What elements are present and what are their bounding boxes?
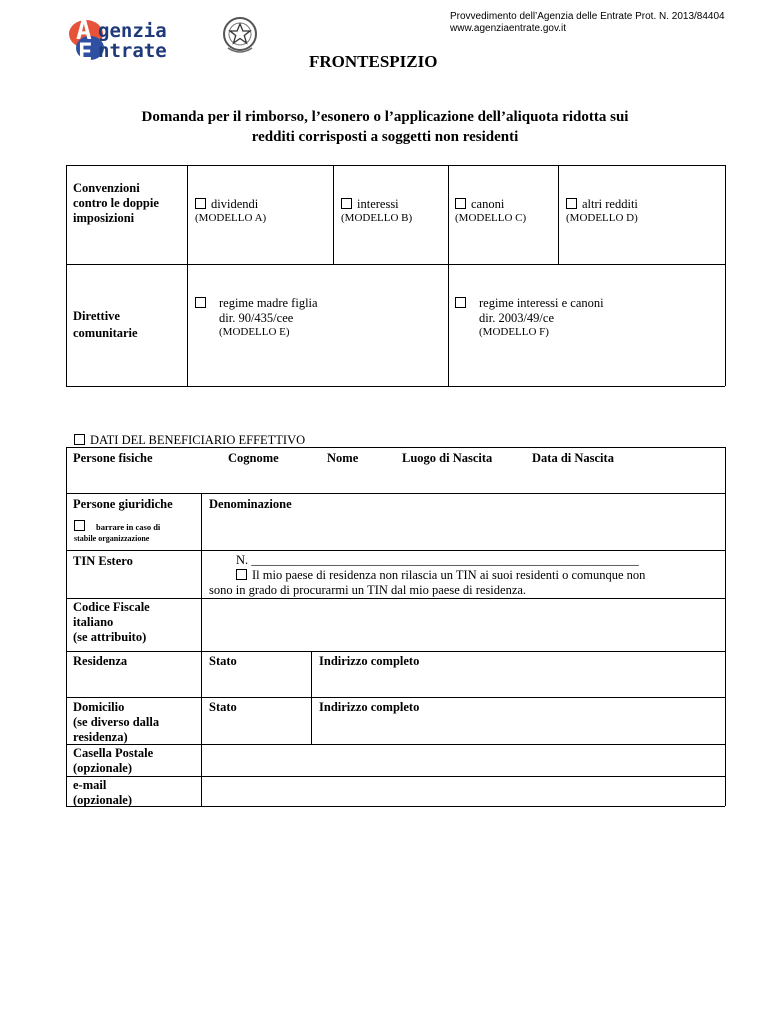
- option-interessi-canoni-line2: dir. 2003/49/ce: [479, 311, 554, 325]
- logo-line1: genzia: [98, 20, 167, 42]
- option-canoni-label: canoni: [471, 197, 505, 211]
- option-madre-figlia-line1: regime madre figlia: [219, 296, 318, 310]
- domicilio-line2: (se diverso dalla: [73, 715, 160, 729]
- email-label: [73, 778, 132, 808]
- logo-big-a: A: [76, 16, 92, 46]
- direttive-label-line1: Direttive: [73, 309, 120, 323]
- option-interessi-canoni-model: (MODELLO F): [479, 326, 549, 338]
- residenza-label: Residenza: [73, 654, 128, 668]
- barrare-line1: barrare in caso di: [96, 522, 161, 532]
- checkbox-interessi[interactable]: [341, 198, 352, 209]
- domicilio-stato-label: Stato: [209, 700, 237, 714]
- persone-fisiche-label: Persone fisiche: [73, 451, 153, 465]
- website-text: www.agenziaentrate.gov.it: [450, 23, 566, 34]
- residenza-stato-label: Stato: [209, 654, 237, 668]
- checkbox-canoni[interactable]: [455, 198, 466, 209]
- checkbox-no-tin[interactable]: [236, 569, 247, 580]
- cf-line3: (se attribuito): [73, 630, 147, 644]
- domicilio-indirizzo-label: Indirizzo completo: [319, 700, 420, 714]
- option-madre-figlia-model: (MODELLO E): [219, 326, 290, 338]
- option-altri-redditi-label: altri redditi: [582, 197, 638, 211]
- cf-line1: Codice Fiscale: [73, 600, 150, 614]
- domicilio-line3: residenza): [73, 730, 128, 744]
- option-dividendi[interactable]: [195, 197, 266, 225]
- col-luogo-nascita: Luogo di Nascita: [402, 451, 493, 465]
- emblem-icon: [220, 14, 260, 58]
- option-interessi-label: interessi: [357, 197, 399, 211]
- checkbox-madre-figlia[interactable]: [195, 297, 206, 308]
- checkbox-interessi-canoni[interactable]: [455, 297, 466, 308]
- option-dividendi-model: (MODELLO A): [195, 212, 267, 224]
- convenzioni-label-line1: Convenzioni: [73, 181, 140, 195]
- beneficiario-section-title[interactable]: [74, 433, 305, 448]
- option-canoni[interactable]: [455, 197, 526, 225]
- option-interessi-canoni[interactable]: [455, 296, 604, 339]
- email-line2: (opzionale): [73, 793, 133, 807]
- convenzioni-label-line2: contro le doppie: [73, 196, 159, 210]
- direttive-label-line2: comunitarie: [73, 326, 138, 340]
- codice-fiscale-label: [73, 600, 150, 645]
- tin-number-field[interactable]: N. ______________________________________________________________: [236, 553, 639, 567]
- beneficiario-title-text: DATI DEL BENEFICIARIO EFFETTIVO: [90, 433, 306, 447]
- col-nome: Nome: [327, 451, 359, 465]
- direttive-label: [73, 308, 138, 342]
- denominazione-label: Denominazione: [209, 497, 292, 511]
- option-dividendi-label: dividendi: [211, 197, 259, 211]
- agenzia-logo: [68, 14, 228, 64]
- domicilio-line1: Domicilio: [73, 700, 125, 714]
- casella-postale-label: [73, 746, 153, 776]
- checkbox-beneficiario[interactable]: [74, 434, 85, 445]
- option-madre-figlia-line2: dir. 90/435/cee: [219, 311, 294, 325]
- convenzioni-label: [73, 181, 159, 226]
- persone-giuridiche-label: Persone giuridiche: [73, 497, 173, 511]
- option-altri-redditi-model: (MODELLO D): [566, 212, 638, 224]
- cf-line2: italiano: [73, 615, 114, 629]
- checkbox-altri-redditi[interactable]: [566, 198, 577, 209]
- residenza-indirizzo-label: Indirizzo completo: [319, 654, 420, 668]
- option-interessi[interactable]: [341, 197, 412, 225]
- option-interessi-canoni-line1: regime interessi e canoni: [479, 296, 604, 310]
- email-line1: e-mail: [73, 778, 107, 792]
- logo-big-e: E: [78, 38, 93, 66]
- casella-line2: (opzionale): [73, 761, 133, 775]
- barrare-line2: stabile organizzazione: [74, 534, 150, 543]
- provvedimento-text: Provvedimento dell’Agenzia delle Entrate Prot. N. 2013/84404: [450, 11, 725, 22]
- option-madre-figlia[interactable]: [195, 296, 318, 339]
- option-interessi-model: (MODELLO B): [341, 212, 413, 224]
- page-title: FRONTESPIZIO: [309, 52, 438, 71]
- col-data-nascita: Data di Nascita: [532, 451, 614, 465]
- tin-note-option[interactable]: [236, 568, 645, 583]
- checkbox-stabile-organizzazione[interactable]: [74, 520, 85, 531]
- subtitle-line2: redditi corrisposti a soggetti non residenti: [251, 129, 519, 145]
- logo-line2: ntrate: [98, 40, 167, 62]
- tin-note-line1: Il mio paese di residenza non rilascia un TIN ai suoi residenti o comunque non: [252, 568, 646, 582]
- checkbox-dividendi[interactable]: [195, 198, 206, 209]
- casella-line1: Casella Postale: [73, 746, 154, 760]
- convenzioni-label-line3: imposizioni: [73, 211, 135, 225]
- col-cognome: Cognome: [228, 451, 279, 465]
- tin-label: TIN Estero: [73, 554, 133, 568]
- subtitle-line1: Domanda per il rimborso, l’esonero o l’applicazione dell’aliquota ridotta sui: [141, 109, 629, 125]
- tin-note-line2: sono in grado di procurarmi un TIN dal mio paese di residenza.: [209, 583, 527, 597]
- option-canoni-model: (MODELLO C): [455, 212, 527, 224]
- option-altri-redditi[interactable]: [566, 197, 638, 225]
- stabile-organizzazione-option[interactable]: [74, 520, 160, 544]
- domicilio-label: [73, 700, 159, 745]
